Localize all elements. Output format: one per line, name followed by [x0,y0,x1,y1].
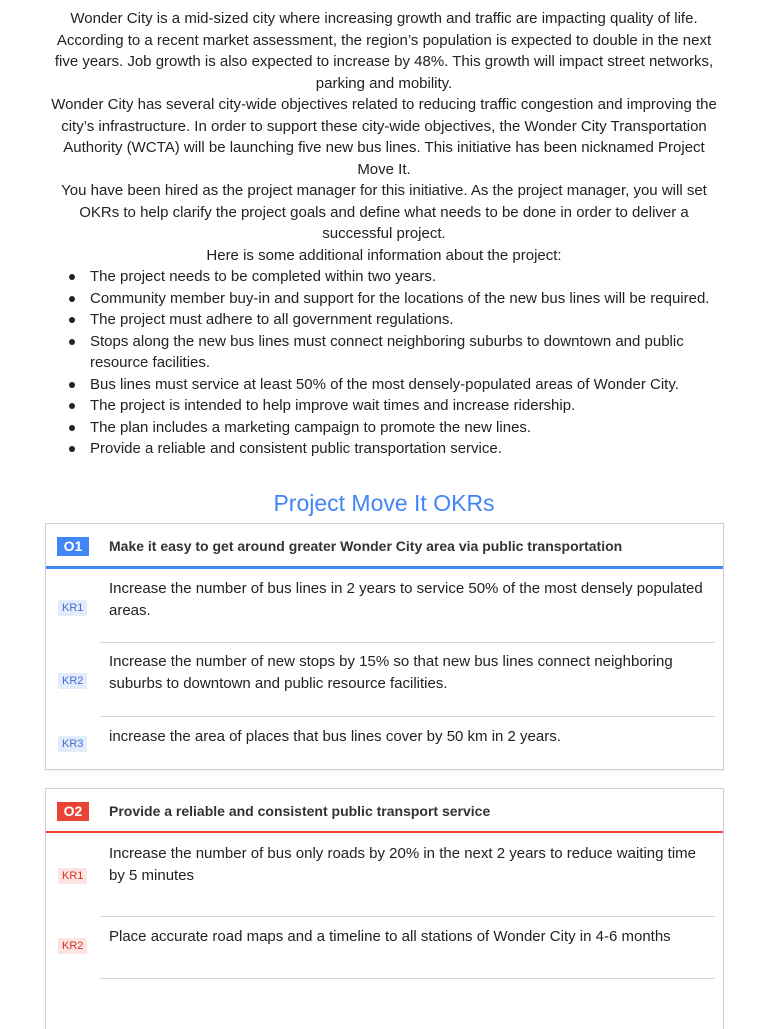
key-result-text: increase the area of places that bus lines cover by 50 km in 2 years. [109,728,561,745]
list-item: Community member buy-in and support for the locations of the new bus lines will be required. [44,288,724,310]
key-result-badge: KR2 [58,673,87,689]
objective-title: Provide a reliable and consistent public transport service [109,803,491,819]
list-item: The project must adhere to all government regulations. [44,309,724,331]
key-result-row [46,643,723,717]
key-result-divider [100,978,715,979]
objective-badge: O1 [57,537,89,556]
key-result-badge: KR3 [58,736,87,752]
list-item: Bus lines must service at least 50% of the most densely-populated areas of Wonder City. [44,374,724,396]
objective-title: Make it easy to get around greater Wonder City area via public transportation [109,538,623,554]
intro-paragraph: You have been hired as the project manager for this initiative. As the project manager, you will set OKRs to help clarify the project goals and define what needs to be done in order to deliver a successful project. [61,182,707,242]
objective-badge: O2 [57,802,89,821]
intro-paragraph: Here is some additional information about the project: [206,246,562,264]
list-item: Stops along the new bus lines must connect neighboring suburbs to downtown and public resource facilities. [44,331,724,374]
key-result-text: Place accurate road maps and a timeline to all stations of Wonder City in 4-6 months [109,928,671,945]
key-result-badge: KR2 [58,938,87,954]
okr-title: Project Move It OKRs [273,490,495,516]
key-result-text: Increase the number of bus only roads by 20% in the next 2 years to reduce waiting time by 5 minutes [109,845,696,884]
list-item: Provide a reliable and consistent public transportation service. [44,438,724,460]
key-result-row [46,833,723,917]
key-result-row [46,717,723,769]
key-result-badge: KR1 [58,868,87,884]
intro-paragraph: Wonder City is a mid-sized city where increasing growth and traffic are impacting quality of life. According to a recent market assessment, the region’s population is expected to double in the next five years. Job growth is also expected to increase by 48%. This growth will impact street networks, parking and mobility. [54,10,714,92]
list-item: The project is intended to help improve wait times and increase ridership. [44,395,724,417]
objective-card-o2 [45,788,724,1029]
intro-section [44,8,724,460]
objective-header [46,524,723,566]
objective-header [46,789,723,831]
intro-paragraph: Wonder City has several city-wide objectives related to reducing traffic congestion and improving the city’s infrastructure. In order to support these city-wide objectives, the Wonder City Transportation Authority (WCTA) will be launching five new bus lines. This initiative has been nicknamed Project Move It. [51,96,717,178]
list-item: The plan includes a marketing campaign to promote the new lines. [44,417,724,439]
key-result-row [46,569,723,643]
key-result-badge: KR1 [58,600,87,616]
key-result-text: Increase the number of bus lines in 2 years to service 50% of the most densely populated areas. [109,580,703,619]
list-item: The project needs to be completed within two years. [44,266,724,288]
objective-card-o1 [45,523,724,770]
key-result-text: Increase the number of new stops by 15% so that new bus lines connect neighboring suburbs to downtown and public resource facilities. [109,653,673,692]
key-result-row [46,917,723,979]
project-info-list [44,266,724,460]
